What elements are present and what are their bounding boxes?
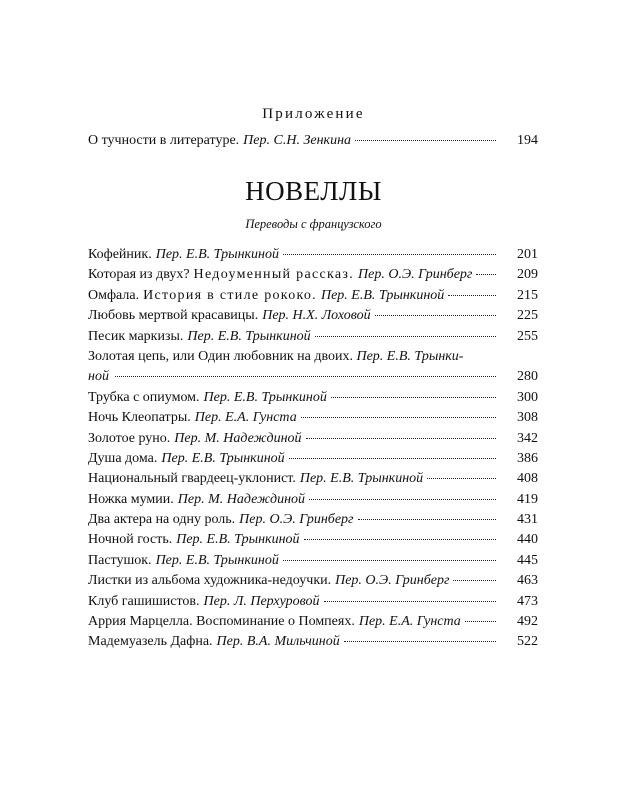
toc-entry	[88, 306, 538, 326]
entry-translator: Пер. М. Надеждиной	[177, 491, 306, 507]
section-subtitle: Переводы с французского	[245, 217, 382, 231]
entry-translator: Пер. О.Э. Гринберг	[239, 512, 354, 528]
entry-title: Кофейник.	[88, 247, 152, 262]
entry-page: 194	[517, 133, 538, 148]
entry-translator: Пер. Е.В. Трынкиной	[320, 287, 445, 303]
entry-translator: Пер. О.Э. Гринберг	[358, 267, 473, 283]
entry-page: 300	[517, 389, 538, 405]
entry-title: Листки из альбома художника-недоучки.	[88, 573, 332, 589]
dot-leader	[315, 336, 496, 337]
entry-page: 473	[517, 593, 538, 609]
dot-leader	[448, 295, 496, 296]
entry-title: Душа дома.	[88, 450, 158, 466]
entry-title: Мадемуазель Дафна.	[88, 634, 213, 650]
entry-title: Ночной гость.	[88, 532, 173, 548]
entry-page: 280	[517, 368, 538, 384]
entry-title: Ночь Клеопатры.	[88, 410, 191, 426]
appendix-entry	[88, 131, 538, 151]
dot-leader	[301, 417, 496, 418]
entry-page: 201	[517, 247, 538, 262]
toc-entry	[88, 265, 538, 285]
entry-translator: Пер. Е.А. Гунста	[194, 410, 297, 426]
dot-leader	[476, 274, 496, 275]
dot-leader	[375, 315, 496, 316]
dot-leader	[283, 560, 496, 561]
toc-entry	[88, 469, 538, 489]
toc-entry	[88, 388, 538, 408]
entry-translator: Пер. Е.В. Трынкиной	[187, 328, 311, 344]
entry-title: Ножка мумии.	[88, 491, 174, 507]
dot-leader	[115, 376, 496, 377]
entry-translator: Пер. С.Н. Зенкина	[243, 133, 352, 148]
entry-page: 209	[517, 267, 538, 283]
entry-page: 463	[517, 573, 538, 589]
entry-translator: Пер. Л. Перхуровой	[203, 593, 320, 609]
dot-leader	[304, 539, 496, 540]
toc-entry-wrapped	[88, 347, 538, 387]
entry-translator: Пер. Е.В. Трынкиной	[155, 247, 280, 262]
entry-translator: Пер. О.Э. Гринберг	[335, 573, 450, 589]
entry-page: 440	[517, 532, 538, 548]
entry-title: Любовь мертвой красавицы.	[88, 308, 259, 324]
dot-leader	[324, 601, 496, 602]
dot-leader	[358, 519, 496, 520]
entry-title: Трубка с опиумом.	[88, 389, 200, 405]
toc-entry	[88, 592, 538, 612]
entry-title: Клуб гашишистов.	[88, 593, 200, 609]
toc-entry	[88, 490, 538, 510]
entry-title: Золотое руно.	[88, 430, 171, 446]
toc-entry	[88, 612, 538, 632]
toc-entry	[88, 632, 538, 652]
entry-translator: Пер. Е.А. Гунста	[358, 614, 461, 630]
dot-leader	[427, 478, 496, 479]
entry-translator: Пер. Е.В. Трынки-	[356, 348, 464, 364]
entry-translator: Пер. Е.В. Трынкиной	[155, 552, 279, 568]
entry-title: Золотая цепь, или Один любовник на двоих.	[88, 348, 353, 364]
dot-leader	[283, 254, 496, 255]
entry-title: Которая из двух?	[88, 267, 190, 283]
entry-page: 492	[517, 614, 538, 630]
section-title: НОВЕЛЛЫ	[245, 176, 382, 206]
entry-page: 255	[517, 328, 538, 344]
toc-entry	[88, 571, 538, 591]
dot-leader	[453, 580, 496, 581]
entry-subtitle: Недоуменный рассказ.	[193, 267, 355, 283]
entry-title: Два актера на одну роль.	[88, 512, 236, 528]
toc-entry	[88, 449, 538, 469]
entry-translator: Пер. Е.В. Трынкиной	[176, 532, 300, 548]
entry-page: 445	[517, 552, 538, 568]
toc-entry	[88, 429, 538, 449]
dot-leader	[306, 438, 496, 439]
entry-title: О тучности в литературе.	[88, 133, 240, 148]
entry-page: 522	[517, 634, 538, 650]
toc-entry	[88, 286, 538, 306]
toc-entry	[88, 530, 538, 550]
entry-title: Аррия Марцелла. Воспоминание о Помпеях.	[88, 614, 355, 630]
toc-entry	[88, 510, 538, 530]
entry-title: Национальный гвардеец-уклонист.	[88, 471, 296, 487]
entry-translator: Пер. Е.В. Трынкиной	[161, 450, 285, 466]
entry-first-line	[88, 347, 538, 367]
dot-leader	[331, 397, 496, 398]
entry-translator: Пер. Е.В. Трынкиной	[203, 389, 327, 405]
entry-subtitle: История в стиле рококо.	[143, 287, 317, 303]
entry-second-line	[88, 367, 538, 387]
entry-page: 408	[517, 471, 538, 487]
entry-translator: Пер. В.А. Мильчиной	[216, 634, 340, 650]
entry-page: 225	[517, 308, 538, 324]
dot-leader	[309, 499, 496, 500]
entry-translator: Пер. М. Надеждиной	[174, 430, 302, 446]
dot-leader	[289, 458, 496, 459]
entry-title: Омфала.	[88, 287, 140, 303]
entry-title: Песик маркизы.	[88, 328, 184, 344]
toc-entry	[88, 408, 538, 428]
entry-title: Пастушок.	[88, 552, 152, 568]
toc-entry	[88, 245, 538, 265]
entry-page: 386	[517, 450, 538, 466]
entry-translator: Пер. Н.Х. Лоховой	[262, 308, 371, 324]
entry-page: 419	[517, 491, 538, 507]
entry-page: 431	[517, 512, 538, 528]
appendix-heading: Приложение	[262, 106, 365, 122]
entry-page: 308	[517, 410, 538, 426]
dot-leader	[465, 621, 496, 622]
entry-translator: Пер. Е.В. Трынкиной	[299, 471, 424, 487]
dot-leader	[344, 641, 496, 642]
entry-page: 342	[517, 430, 538, 446]
entry-translator-cont: ной	[88, 368, 109, 384]
toc-list	[88, 245, 538, 653]
toc-entry	[88, 551, 538, 571]
dot-leader	[355, 140, 496, 141]
toc-entry	[88, 327, 538, 347]
entry-page: 215	[517, 287, 538, 303]
